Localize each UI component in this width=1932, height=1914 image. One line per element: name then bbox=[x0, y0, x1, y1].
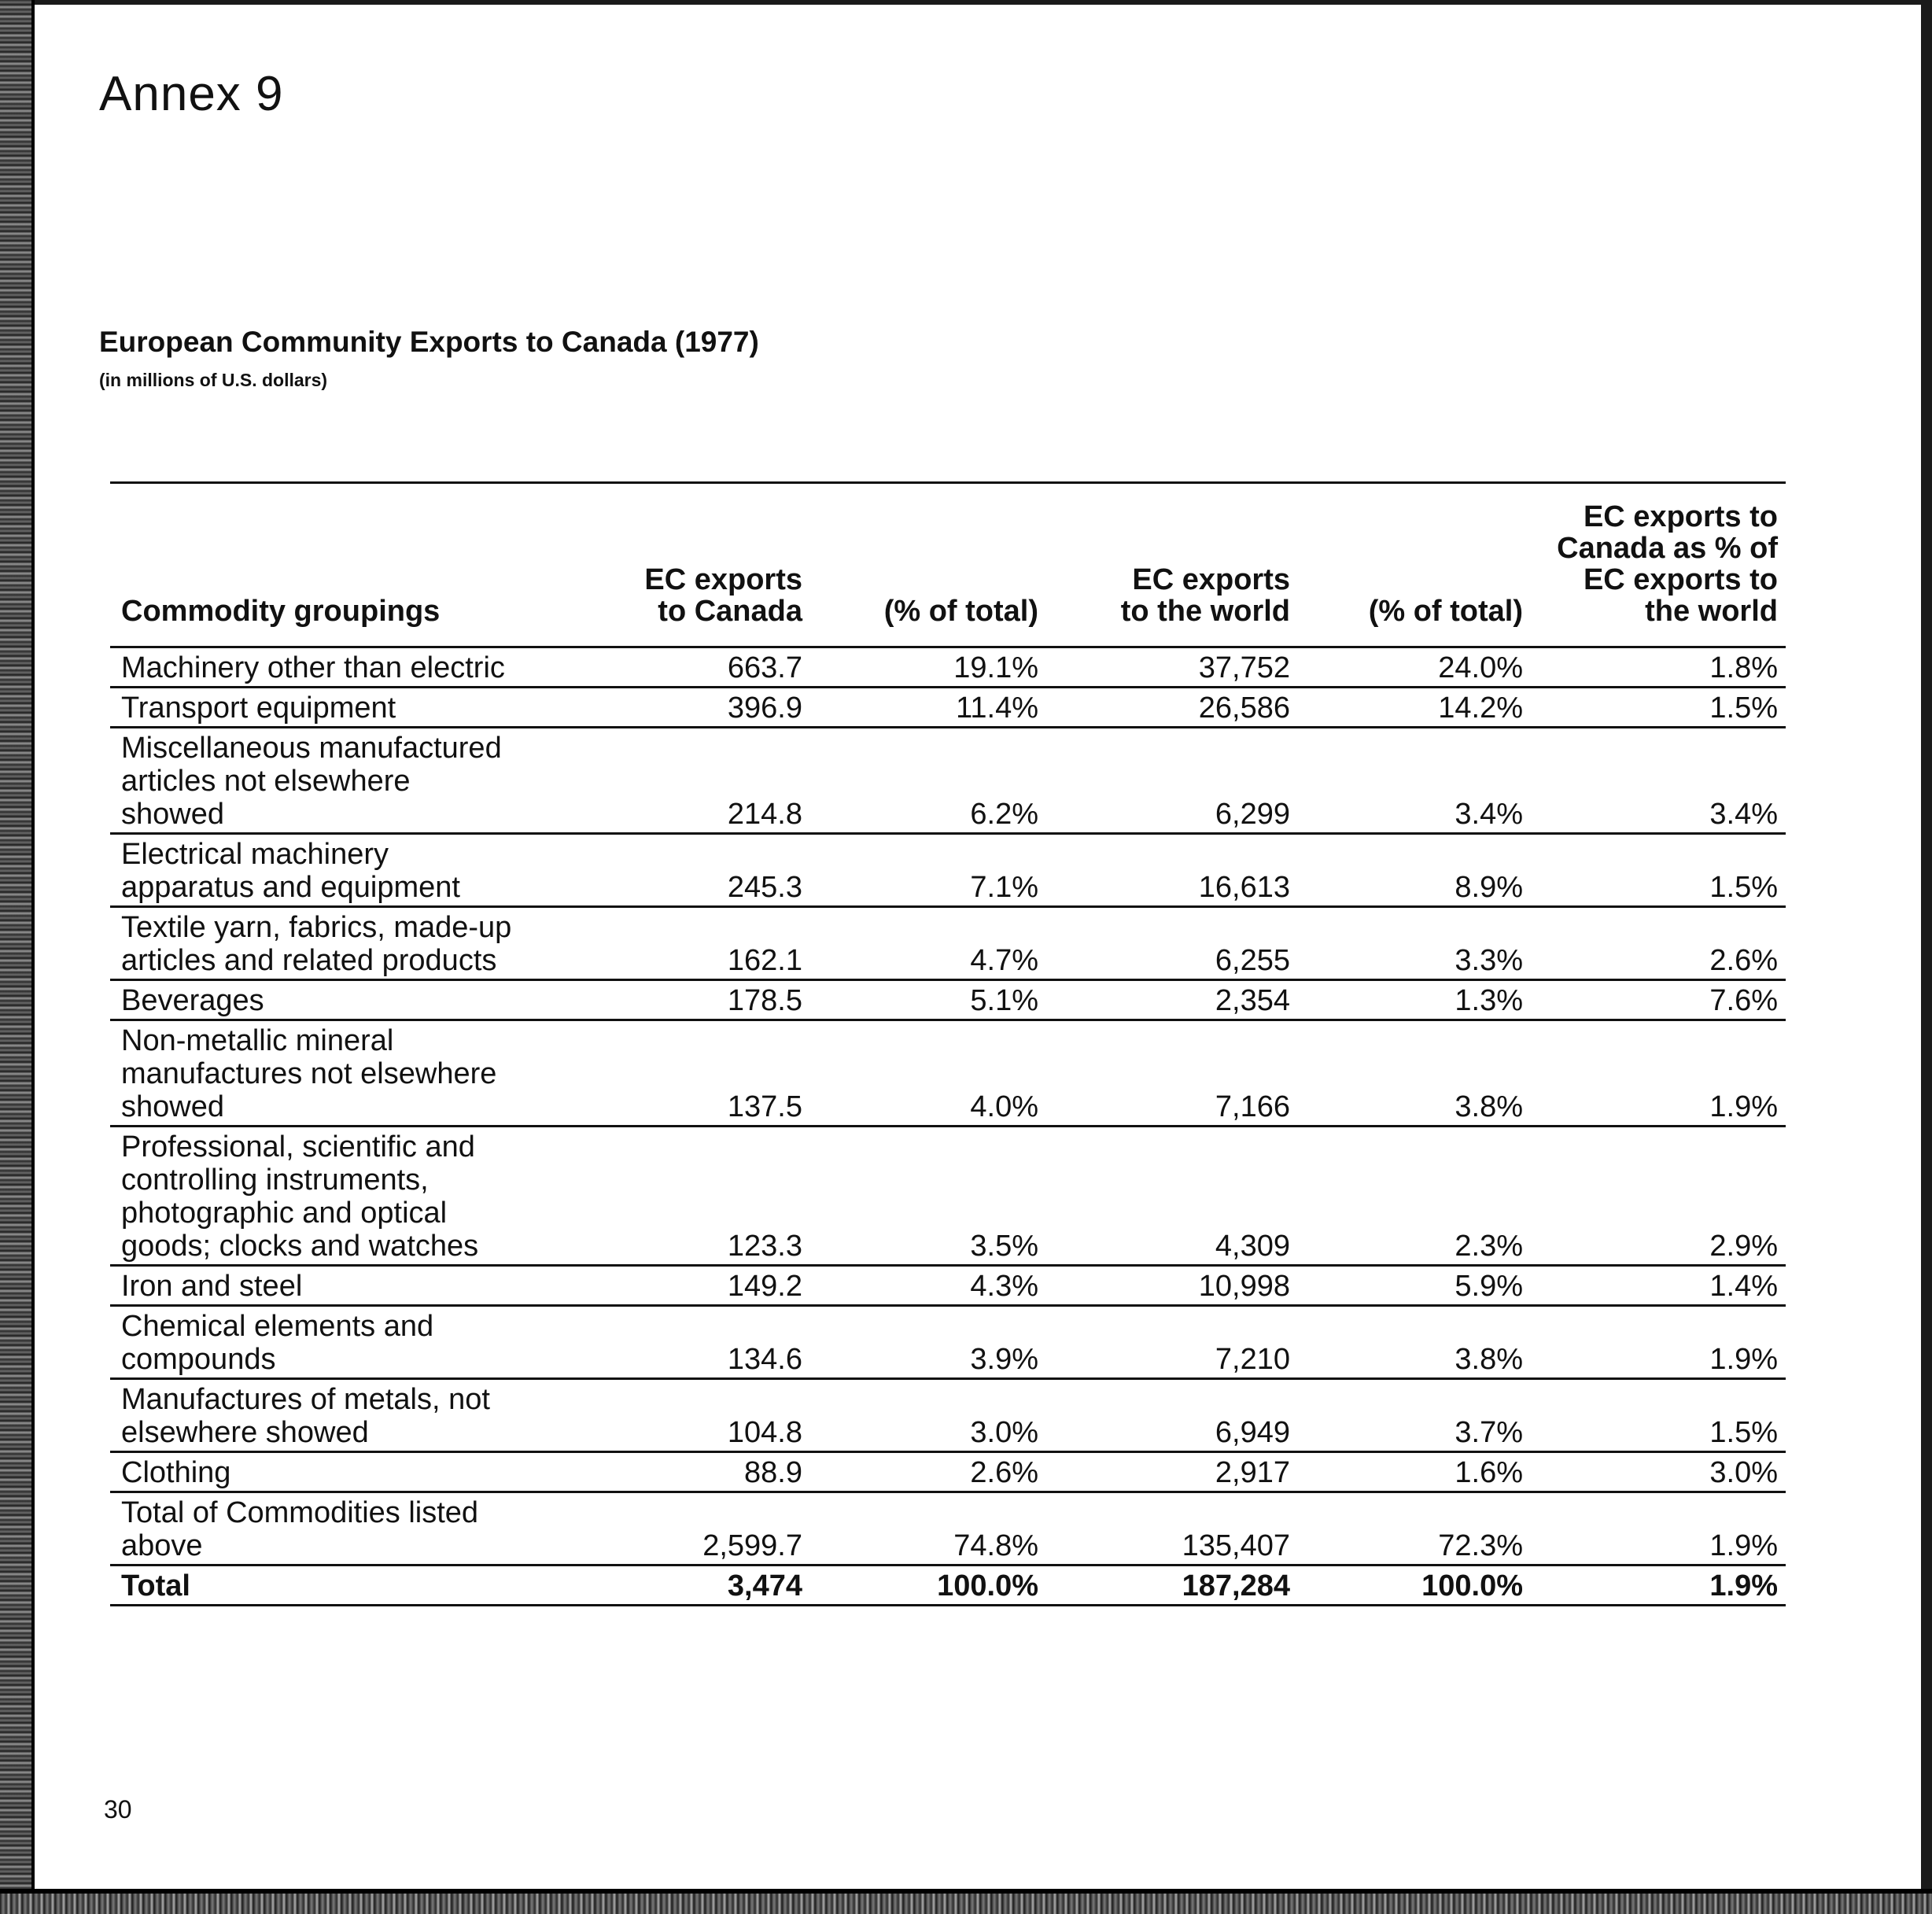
canada-percent-of-total-cell: 2.6% bbox=[810, 1452, 1046, 1492]
canada-percent-of-total-cell: 19.1% bbox=[810, 647, 1046, 688]
canada-share-of-world-cell: 3.4% bbox=[1531, 728, 1786, 834]
table-row bbox=[110, 834, 1786, 907]
ec-exports-to-world-cell: 6,299 bbox=[1046, 728, 1298, 834]
commodity-cell: Transport equipment bbox=[110, 688, 587, 728]
ec-exports-to-canada-cell: 88.9 bbox=[587, 1452, 810, 1492]
ec-exports-to-world-cell: 187,284 bbox=[1046, 1565, 1298, 1606]
commodity-cell: Total bbox=[110, 1565, 587, 1606]
commodity-cell: Clothing bbox=[110, 1452, 587, 1492]
annex-heading: Annex 9 bbox=[99, 67, 284, 121]
world-percent-of-total-cell: 5.9% bbox=[1298, 1266, 1531, 1306]
canada-share-of-world-cell: 1.4% bbox=[1531, 1266, 1786, 1306]
scan-edge-left bbox=[0, 0, 31, 1914]
canada-share-of-world-cell: 1.8% bbox=[1531, 647, 1786, 688]
ec-exports-to-canada-cell: 663.7 bbox=[587, 647, 810, 688]
canada-percent-of-total-cell: 3.0% bbox=[810, 1379, 1046, 1452]
ec-exports-to-canada-cell: 104.8 bbox=[587, 1379, 810, 1452]
ec-exports-to-canada-cell: 214.8 bbox=[587, 728, 810, 834]
canada-share-of-world-cell: 1.9% bbox=[1531, 1306, 1786, 1379]
canada-share-of-world-cell: 1.9% bbox=[1531, 1492, 1786, 1565]
commodity-cell: Manufactures of metals, not elsewhere showed bbox=[110, 1379, 587, 1452]
ec-exports-to-canada-cell: 396.9 bbox=[587, 688, 810, 728]
ec-exports-to-canada-cell: 3,474 bbox=[587, 1565, 810, 1606]
header-world-percent-of-total: (% of total) bbox=[1298, 483, 1531, 647]
canada-percent-of-total-cell: 4.3% bbox=[810, 1266, 1046, 1306]
world-percent-of-total-cell: 100.0% bbox=[1298, 1565, 1531, 1606]
table-body bbox=[110, 647, 1786, 1606]
commodity-cell: Iron and steel bbox=[110, 1266, 587, 1306]
commodity-cell: Beverages bbox=[110, 980, 587, 1020]
canada-percent-of-total-cell: 4.7% bbox=[810, 907, 1046, 980]
canada-percent-of-total-cell: 3.9% bbox=[810, 1306, 1046, 1379]
ec-exports-to-world-cell: 7,210 bbox=[1046, 1306, 1298, 1379]
canada-share-of-world-cell: 1.5% bbox=[1531, 688, 1786, 728]
scan-edge-left-line bbox=[31, 0, 35, 1914]
header-canada-percent-of-total: (% of total) bbox=[810, 483, 1046, 647]
page-number: 30 bbox=[104, 1795, 132, 1824]
world-percent-of-total-cell: 1.3% bbox=[1298, 980, 1531, 1020]
canada-percent-of-total-cell: 6.2% bbox=[810, 728, 1046, 834]
canada-share-of-world-cell: 1.5% bbox=[1531, 834, 1786, 907]
scan-edge-bottom bbox=[0, 1894, 1932, 1914]
table-row bbox=[110, 1306, 1786, 1379]
world-percent-of-total-cell: 3.8% bbox=[1298, 1306, 1531, 1379]
table-row bbox=[110, 688, 1786, 728]
world-percent-of-total-cell: 24.0% bbox=[1298, 647, 1531, 688]
ec-exports-to-world-cell: 37,752 bbox=[1046, 647, 1298, 688]
commodity-cell: Machinery other than electric bbox=[110, 647, 587, 688]
ec-exports-to-canada-cell: 178.5 bbox=[587, 980, 810, 1020]
table-row bbox=[110, 1020, 1786, 1127]
world-percent-of-total-cell: 2.3% bbox=[1298, 1127, 1531, 1266]
table-row bbox=[110, 1565, 1786, 1606]
ec-exports-to-canada-cell: 245.3 bbox=[587, 834, 810, 907]
canada-share-of-world-cell: 7.6% bbox=[1531, 980, 1786, 1020]
table-header-row bbox=[110, 483, 1786, 647]
canada-percent-of-total-cell: 3.5% bbox=[810, 1127, 1046, 1266]
canada-percent-of-total-cell: 4.0% bbox=[810, 1020, 1046, 1127]
canada-percent-of-total-cell: 11.4% bbox=[810, 688, 1046, 728]
canada-share-of-world-cell: 1.9% bbox=[1531, 1565, 1786, 1606]
document-title: European Community Exports to Canada (1977) bbox=[99, 326, 759, 358]
world-percent-of-total-cell: 72.3% bbox=[1298, 1492, 1531, 1565]
commodity-cell: Miscellaneous manufactured articles not elsewhere showed bbox=[110, 728, 587, 834]
canada-percent-of-total-cell: 100.0% bbox=[810, 1565, 1046, 1606]
ec-exports-to-world-cell: 2,354 bbox=[1046, 980, 1298, 1020]
header-commodity-groupings: Commodity groupings bbox=[110, 483, 587, 647]
ec-exports-to-canada-cell: 2,599.7 bbox=[587, 1492, 810, 1565]
scan-edge-top bbox=[0, 0, 1932, 5]
ec-exports-to-world-cell: 6,255 bbox=[1046, 907, 1298, 980]
world-percent-of-total-cell: 3.4% bbox=[1298, 728, 1531, 834]
ec-exports-to-world-cell: 10,998 bbox=[1046, 1266, 1298, 1306]
ec-exports-to-world-cell: 2,917 bbox=[1046, 1452, 1298, 1492]
world-percent-of-total-cell: 3.8% bbox=[1298, 1020, 1531, 1127]
ec-exports-to-world-cell: 4,309 bbox=[1046, 1127, 1298, 1266]
canada-share-of-world-cell: 1.9% bbox=[1531, 1020, 1786, 1127]
world-percent-of-total-cell: 3.3% bbox=[1298, 907, 1531, 980]
commodity-cell: Chemical elements and compounds bbox=[110, 1306, 587, 1379]
canada-percent-of-total-cell: 7.1% bbox=[810, 834, 1046, 907]
table-row bbox=[110, 1379, 1786, 1452]
world-percent-of-total-cell: 14.2% bbox=[1298, 688, 1531, 728]
ec-exports-to-world-cell: 16,613 bbox=[1046, 834, 1298, 907]
ec-exports-to-world-cell: 7,166 bbox=[1046, 1020, 1298, 1127]
document-subtitle: (in millions of U.S. dollars) bbox=[99, 370, 328, 390]
table-row bbox=[110, 1266, 1786, 1306]
ec-exports-to-canada-cell: 134.6 bbox=[587, 1306, 810, 1379]
ec-exports-to-world-cell: 26,586 bbox=[1046, 688, 1298, 728]
ec-exports-to-world-cell: 6,949 bbox=[1046, 1379, 1298, 1452]
table-row bbox=[110, 1127, 1786, 1266]
world-percent-of-total-cell: 3.7% bbox=[1298, 1379, 1531, 1452]
ec-exports-to-canada-cell: 123.3 bbox=[587, 1127, 810, 1266]
table-row bbox=[110, 1492, 1786, 1565]
header-ec-exports-to-canada: EC exports to Canada bbox=[587, 483, 810, 647]
table-row bbox=[110, 1452, 1786, 1492]
canada-share-of-world-cell: 1.5% bbox=[1531, 1379, 1786, 1452]
world-percent-of-total-cell: 1.6% bbox=[1298, 1452, 1531, 1492]
table-row bbox=[110, 907, 1786, 980]
header-ec-exports-to-world: EC exports to the world bbox=[1046, 483, 1298, 647]
table-row bbox=[110, 647, 1786, 688]
canada-share-of-world-cell: 3.0% bbox=[1531, 1452, 1786, 1492]
commodity-cell: Total of Commodities listed above bbox=[110, 1492, 587, 1565]
header-canada-share-of-world: EC exports to Canada as % of EC exports to the world bbox=[1531, 483, 1786, 647]
canada-share-of-world-cell: 2.9% bbox=[1531, 1127, 1786, 1266]
table-row bbox=[110, 980, 1786, 1020]
exports-table bbox=[110, 481, 1786, 1606]
canada-percent-of-total-cell: 5.1% bbox=[810, 980, 1046, 1020]
commodity-cell: Professional, scientific and controlling instruments, photographic and optical goods; clocks and watches bbox=[110, 1127, 587, 1266]
table-row bbox=[110, 728, 1786, 834]
canada-share-of-world-cell: 2.6% bbox=[1531, 907, 1786, 980]
world-percent-of-total-cell: 8.9% bbox=[1298, 834, 1531, 907]
ec-exports-to-world-cell: 135,407 bbox=[1046, 1492, 1298, 1565]
canada-percent-of-total-cell: 74.8% bbox=[810, 1492, 1046, 1565]
commodity-cell: Non-metallic mineral manufactures not elsewhere showed bbox=[110, 1020, 587, 1127]
ec-exports-to-canada-cell: 162.1 bbox=[587, 907, 810, 980]
scan-edge-right bbox=[1921, 0, 1932, 1914]
ec-exports-to-canada-cell: 149.2 bbox=[587, 1266, 810, 1306]
commodity-cell: Electrical machinery apparatus and equipment bbox=[110, 834, 587, 907]
ec-exports-to-canada-cell: 137.5 bbox=[587, 1020, 810, 1127]
commodity-cell: Textile yarn, fabrics, made-up articles and related products bbox=[110, 907, 587, 980]
